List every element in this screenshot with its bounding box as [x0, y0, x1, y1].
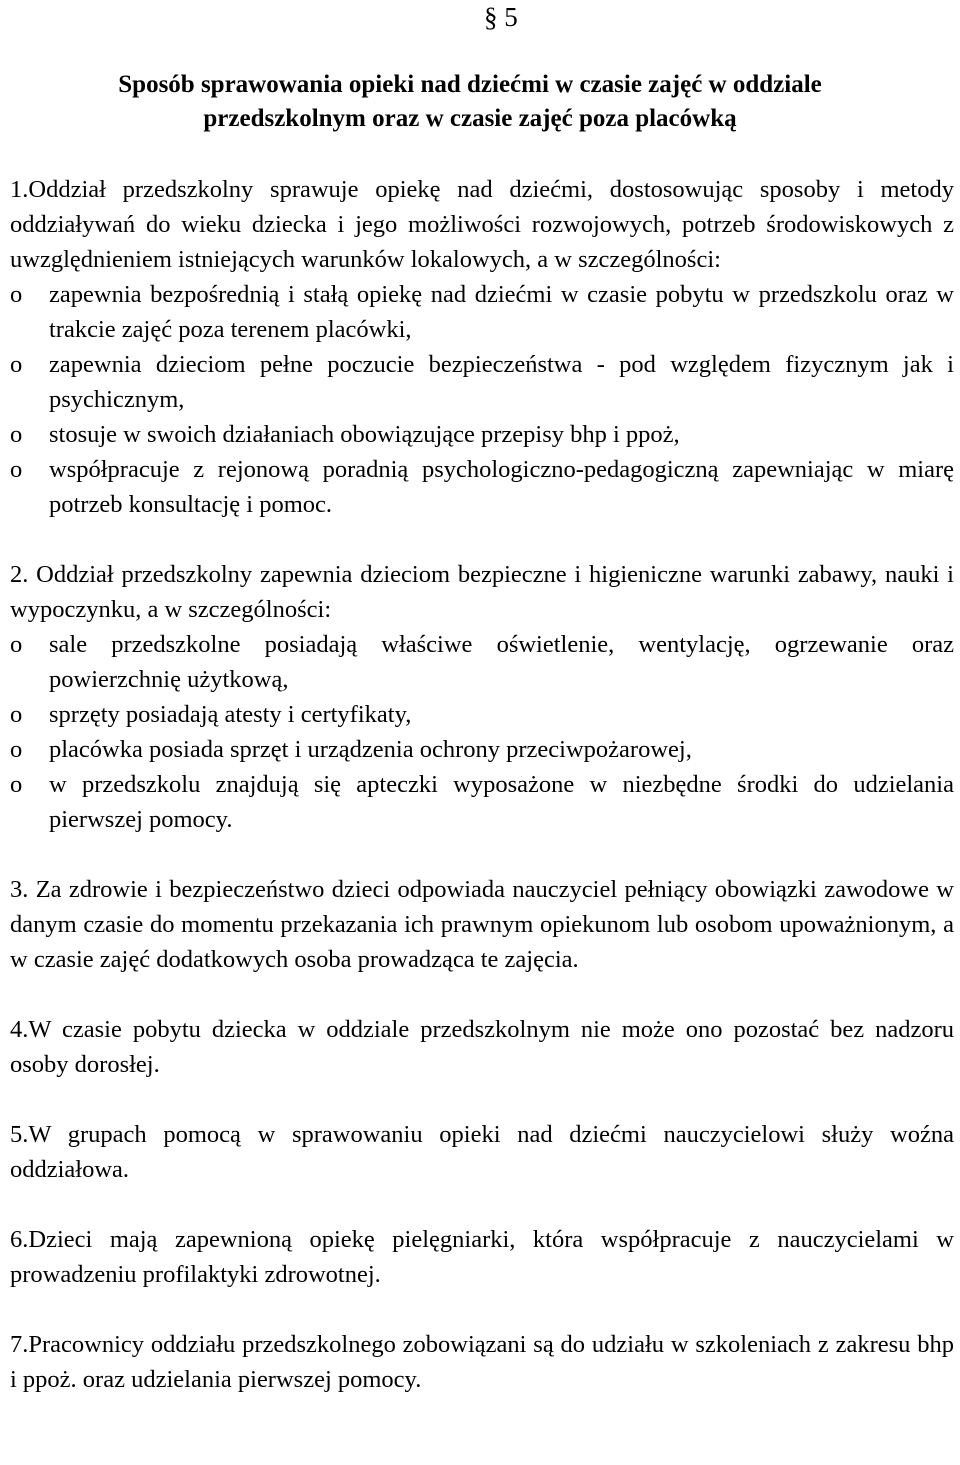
point-2: 2. Oddział przedszkolny zapewnia dzieciom bezpieczne i higieniczne warunki zabawy, nauki i wypoczynku, a w szczególności:: [10, 561, 954, 623]
list-item-text: placówka posiada sprzęt i urządzenia ochrony przeciwpożarowej,: [49, 736, 692, 763]
bullet-marker: o: [10, 771, 23, 798]
point-6: 6.Dzieci mają zapewnioną opiekę pielęgniarki, która współpracuje z nauczycielami w prowadzeniu profilaktyki zdrowotnej.: [10, 1226, 954, 1288]
point-3: 3. Za zdrowie i bezpieczeństwo dzieci odpowiada nauczyciel pełniący obowiązki zawodowe w danym czasie do momentu przekazania ich prawnym opiekunom lub osobom upoważnionym, a w czasie zajęć dodatkowych osoba prowadząca te zajęcia.: [10, 876, 954, 973]
list-item-text: w przedszkolu znajdują się apteczki wyposażone w niezbędne środki do udzielania pierwszej pomocy.: [49, 771, 954, 833]
section-title: [10, 68, 930, 136]
list-item: [10, 417, 954, 452]
title-line-1: Sposób sprawowania opieki nad dziećmi w czasie zajęć w oddziale: [118, 71, 822, 98]
list-item: [10, 347, 954, 417]
document-body: [10, 172, 954, 1397]
section-number: § 5: [484, 2, 518, 32]
list-item-text: zapewnia dzieciom pełne poczucie bezpieczeństwa - pod względem fizycznym jak i psychicznym,: [49, 351, 954, 413]
list-item: [10, 767, 954, 837]
bullet-marker: o: [10, 351, 23, 378]
list-item-text: zapewnia bezpośrednią i stałą opiekę nad dziećmi w czasie pobytu w przedszkolu oraz w trakcie zajęć poza terenem placówki,: [49, 281, 954, 343]
point-1: 1.Oddział przedszkolny sprawuje opiekę nad dziećmi, dostosowując sposoby i metody oddziaływań do wieku dziecka i jego możliwości rozwojowych, potrzeb środowiskowych z uwzględnieniem istniejących warunków lokalowych, a w szczególności:: [10, 176, 954, 273]
title-line-2: przedszkolnym oraz w czasie zajęć poza placówką: [203, 105, 737, 132]
list-item-text: stosuje w swoich działaniach obowiązujące przepisy bhp i ppoż,: [49, 421, 680, 448]
bullet-marker: o: [10, 281, 23, 308]
point-2-list: [10, 627, 954, 837]
point-7: 7.Pracownicy oddziału przedszkolnego zobowiązani są do udziału w szkoleniach z zakresu bhp i ppoż. oraz udzielania pierwszej pomocy.: [10, 1331, 954, 1393]
list-item: [10, 277, 954, 347]
bullet-marker: o: [10, 421, 23, 448]
list-item: [10, 732, 954, 767]
bullet-marker: o: [10, 701, 23, 728]
list-item-text: sprzęty posiadają atesty i certyfikaty,: [49, 701, 412, 728]
point-1-list: [10, 277, 954, 522]
bullet-marker: o: [10, 736, 23, 763]
bullet-marker: o: [10, 456, 23, 483]
list-item-text: sale przedszkolne posiadają właściwe oświetlenie, wentylację, ogrzewanie oraz powierzchnię użytkową,: [49, 631, 954, 693]
point-5: 5.W grupach pomocą w sprawowaniu opieki nad dziećmi nauczycielowi służy woźna oddziałowa.: [10, 1121, 954, 1183]
list-item: [10, 452, 954, 522]
bullet-marker: o: [10, 631, 23, 658]
list-item-text: współpracuje z rejonową poradnią psychologiczno-pedagogiczną zapewniając w miarę potrzeb konsultację i pomoc.: [49, 456, 954, 518]
list-item: [10, 697, 954, 732]
point-4: 4.W czasie pobytu dziecka w oddziale przedszkolnym nie może ono pozostać bez nadzoru osoby dorosłej.: [10, 1016, 954, 1078]
list-item: [10, 627, 954, 697]
